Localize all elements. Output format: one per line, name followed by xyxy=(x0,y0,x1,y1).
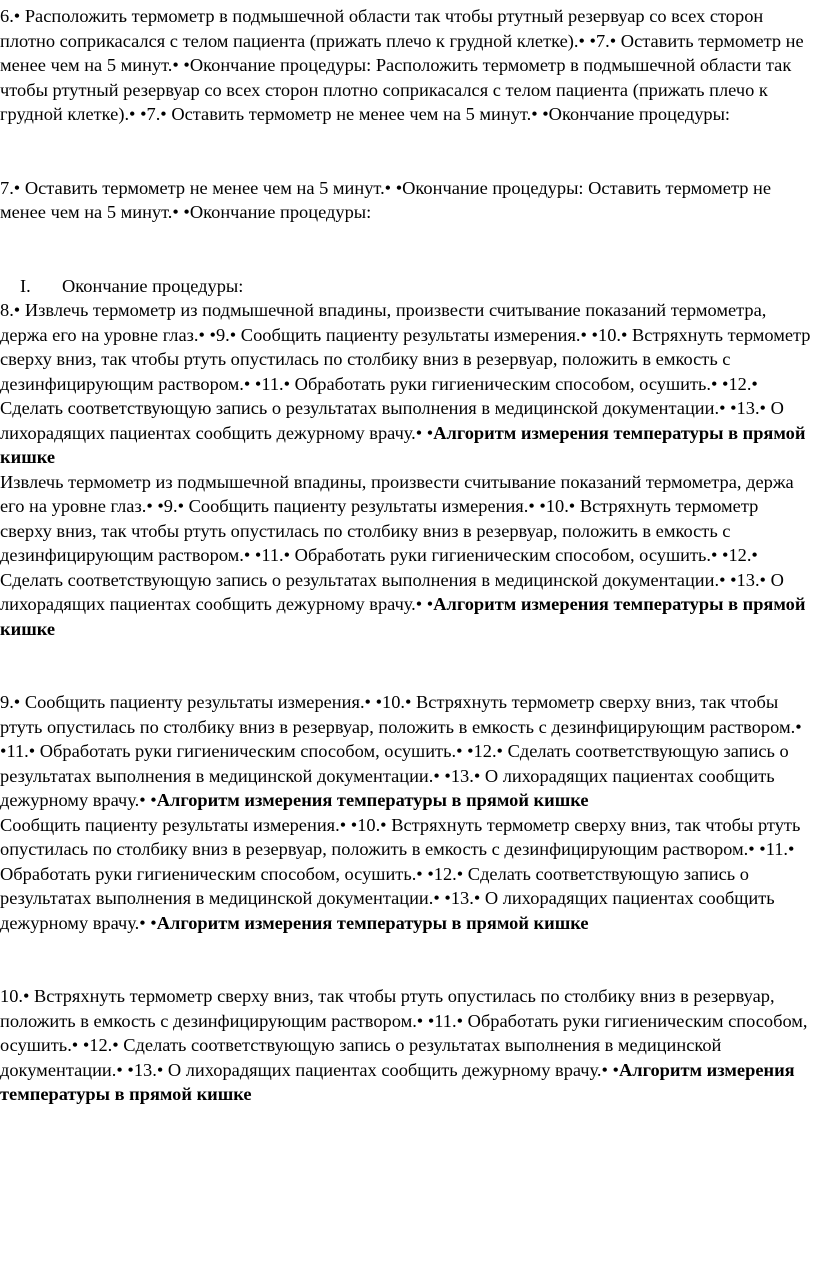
spacer xyxy=(0,127,812,176)
paragraph-step-10 xyxy=(0,984,812,1107)
bold-heading-rectal: Алгоритм измерения температуры в прямой кишке xyxy=(0,1059,795,1104)
bold-heading-rectal: Алгоритм измерения температуры в прямой кишке xyxy=(0,594,806,639)
bold-heading-rectal: Алгоритм измерения температуры в прямой кишке xyxy=(156,790,589,810)
paragraph-step-9 xyxy=(0,690,812,813)
spacer xyxy=(0,225,812,274)
paragraph-text: Сообщить пациенту результаты измерения.• •10.• Встряхнуть термометр сверху вниз, так чтобы ртуть опустилась по столбику вниз в резервуар, положить в емкость с дезинфицирующим раствором.• •11.• Обработать руки гигиеническим способом, осушить.• •12.• Сделать соответствующую запись о результатах выполнения в медицинской документации.• •13.• О лихорадящих пациентах сообщить дежурному врачу.• • xyxy=(0,814,801,933)
bold-heading-rectal: Алгоритм измерения температуры в прямой кишке xyxy=(156,912,589,933)
paragraph-step-8 xyxy=(0,298,812,470)
paragraph-step-6 xyxy=(0,4,812,127)
paragraph-text: 7.• Оставить термометр не менее чем на 5 минут.• •Окончание процедуры: Оставить термометр не менее чем на 5 минут.• •Окончание процедуры: xyxy=(0,177,772,222)
spacer xyxy=(0,935,812,984)
paragraph-text: 9.• Сообщить пациенту результаты измерения.• •10.• Встряхнуть термометр сверху вниз, так чтобы ртуть опустилась по столбику вниз в резервуар, положить в емкость с дезинфицирующим раствором.• •11.• Обработать руки гигиеническим способом, осушить.• •12.• Сделать соответствующую запись о результатах выполнения в медицинской документации.• •13.• О лихорадящих пациентах сообщить дежурному врачу.• • xyxy=(0,692,802,810)
paragraph-step-8-repeat xyxy=(0,470,812,642)
paragraph-text: 10.• Встряхнуть термометр сверху вниз, так чтобы ртуть опустилась по столбику вниз в резервуар, положить в емкость с дезинфицирующим раствором.• •11.• Обработать руки гигиеническим способом, осушить.• •12.• Сделать соответствующую запись о результатах выполнения в медицинской документации.• •13.• О лихорадящих пациентах сообщить дежурному врачу.• • xyxy=(0,986,808,1080)
section-heading-text: Окончание процедуры: xyxy=(62,275,244,296)
paragraph-step-7 xyxy=(0,176,812,225)
paragraph-text: 6.• Расположить термометр в подмышечной области так чтобы ртутный резервуар со всех сторон плотно соприкасался с телом пациента (прижать плечо к грудной клетке).• •7.• Оставить термометр не менее чем на 5 минут.• •Окончание процедуры: Расположить термометр в подмышечной области так чтобы ртутный резервуар со всех сторон плотно соприкасался с телом пациента (прижать плечо к грудной клетке).• •7.• Оставить термометр не менее чем на 5 минут.• •Окончание процедуры: xyxy=(0,6,804,124)
bold-heading-rectal: Алгоритм измерения температуры в прямой кишке xyxy=(0,422,806,467)
paragraph-step-9-repeat xyxy=(0,813,812,936)
paragraph-text: 8.• Извлечь термометр из подмышечной впадины, произвести считывание показаний термометра, держа его на уровне глаз.• •9.• Сообщить пациенту результаты измерения.• •10.• Встряхнуть термометр сверху вниз, так чтобы ртуть опустилась по столбику вниз в резервуар, положить в емкость с дезинфицирующим раствором.• •11.• Обработать руки гигиеническим способом, осушить.• •12.• Сделать соответствующую запись о результатах выполнения в медицинской документации.• •13.• О лихорадящих пациентах сообщить дежурному врачу.• • xyxy=(0,300,811,443)
section-heading xyxy=(0,274,812,299)
section-heading-number: I. xyxy=(20,275,31,296)
spacer xyxy=(0,641,812,690)
paragraph-text: Извлечь термометр из подмышечной впадины, произвести считывание показаний термометра, держа его на уровне глаз.• •9.• Сообщить пациенту результаты измерения.• •10.• Встряхнуть термометр сверху вниз, так чтобы ртуть опустилась по столбику вниз в резервуар, положить в емкость с дезинфицирующим раствором.• •11.• Обработать руки гигиеническим способом, осушить.• •12.• Сделать соответствующую запись о результатах выполнения в медицинской документации.• •13.• О лихорадящих пациентах сообщить дежурному врачу.• • xyxy=(0,471,794,614)
